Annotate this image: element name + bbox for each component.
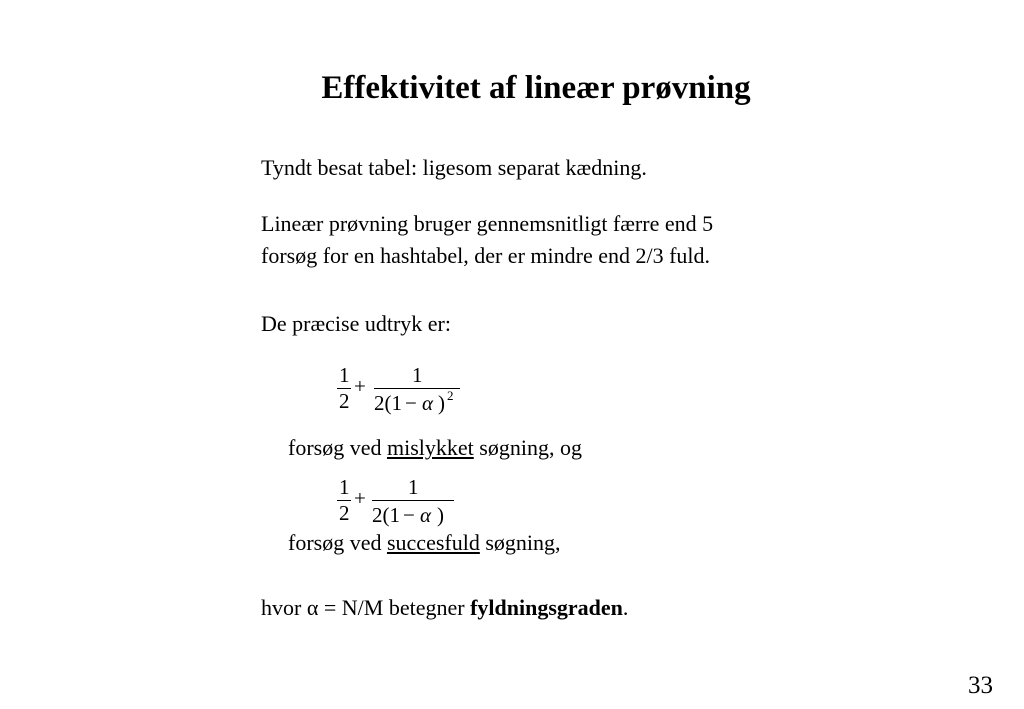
- minus-sign: −: [405, 391, 417, 415]
- load-factor-definition: [261, 592, 628, 624]
- unsuccessful-search-caption: [288, 432, 582, 464]
- precise-expressions-intro: De præcise udtryk er:: [261, 311, 451, 336]
- fraction-bar: [372, 500, 454, 501]
- successful-search-formula: [336, 476, 466, 530]
- unsuccessful-suffix: søgning, og: [473, 435, 582, 460]
- definition-prefix: hvor: [261, 595, 307, 620]
- half-numerator: 1: [339, 475, 350, 499]
- minus-sign: −: [403, 503, 415, 527]
- unsuccessful-prefix: forsøg ved: [288, 435, 387, 460]
- successful-suffix: søgning,: [479, 530, 561, 555]
- unsuccessful-keyword: mislykket: [386, 435, 474, 460]
- half-numerator: 1: [339, 363, 350, 387]
- plus-sign: +: [354, 374, 366, 398]
- sparse-table-note: Tyndt besat tabel: ligesom separat kædning.: [261, 155, 647, 180]
- alpha-symbol: α: [422, 391, 434, 415]
- fraction-numerator: 1: [412, 363, 423, 387]
- definition-suffix: .: [622, 595, 629, 620]
- page-number: 33: [968, 672, 993, 699]
- denominator-close: ): [438, 391, 445, 415]
- definition-middle: = N/M betegner: [318, 595, 471, 620]
- denominator-open: 2(1: [372, 503, 400, 527]
- probe-count-line-1: Lineær prøvning bruger gennemsnitligt færre end 5: [261, 211, 714, 236]
- load-factor-term: fyldningsgraden: [470, 595, 623, 620]
- denominator-open: 2(1: [374, 391, 402, 415]
- half-denominator: 2: [339, 389, 350, 413]
- half-denominator: 2: [339, 501, 350, 525]
- alpha-symbol: α: [420, 503, 432, 527]
- alpha-symbol: α: [306, 595, 319, 620]
- plus-sign: +: [354, 486, 366, 510]
- unsuccessful-search-formula: [336, 364, 476, 418]
- slide-title: Effektivitet af lineær prøvning: [321, 70, 751, 106]
- exponent: 2: [447, 388, 454, 403]
- fraction-numerator: 1: [408, 475, 419, 499]
- denominator-close: ): [437, 503, 444, 527]
- successful-search-caption: [288, 527, 561, 559]
- probe-count-line-2: forsøg for en hashtabel, der er mindre end 2/3 fuld.: [261, 243, 711, 268]
- successful-keyword: succesfuld: [386, 530, 480, 555]
- probe-count-note: [261, 208, 713, 272]
- successful-prefix: forsøg ved: [288, 530, 387, 555]
